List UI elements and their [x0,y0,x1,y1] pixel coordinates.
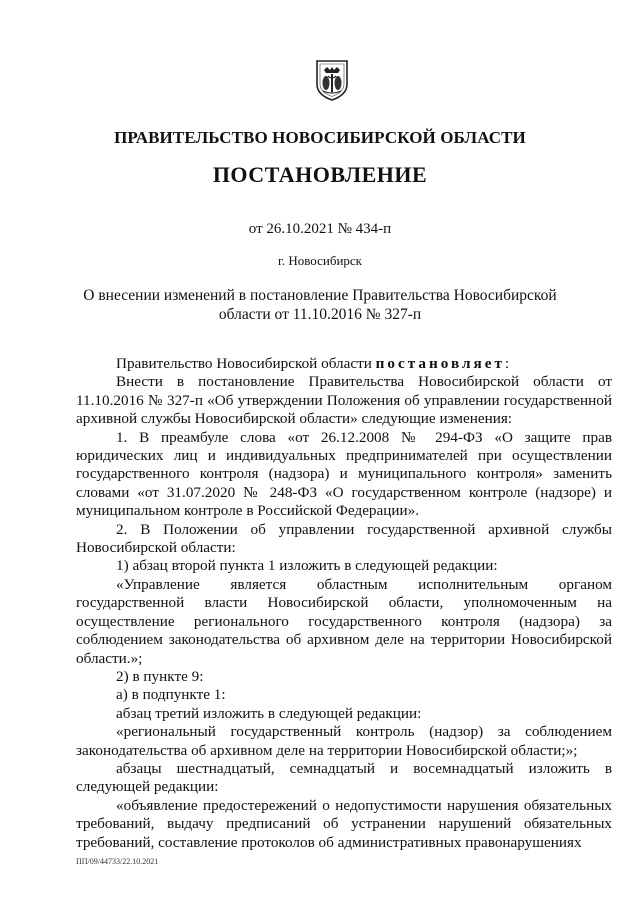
paragraph-10: абзацы шестнадцатый, семнадцатый и восемнадцатый изложить в следующей редакции: [76,759,612,796]
organization-name: ПРАВИТЕЛЬСТВО НОВОСИБИРСКОЙ ОБЛАСТИ [114,128,526,147]
document-body [76,355,612,852]
paragraph-3: 2. В Положении об управлении государственной архивной службы Новосибирской области: [76,520,612,557]
intro-paragraph [76,355,612,373]
paragraph-4: 1) абзац второй пункта 1 изложить в следующей редакции: [116,557,498,575]
intro-prefix: Правительство Новосибирской области [116,355,376,372]
coat-of-arms-icon [314,58,350,102]
intro-suffix: : [504,355,510,372]
paragraph-1: Внести в постановление Правительства Новосибирской области от 11.10.2016 № 327-п «Об утверждении Положения об управлении государственной архивной службы Новосибирской области» следующие изменения: [76,373,612,428]
paragraph-7: а) в подпункте 1: [116,686,226,704]
paragraph-6: 2) в пункте 9: [116,667,204,685]
date-number: от 26.10.2021 № 434-п [248,221,392,237]
paragraph-8: абзац третий изложить в следующей редакции: [116,704,422,722]
footer-code: ПП/09/44733/22.10.2021 [76,857,159,866]
city: г. Новосибирск [277,253,362,268]
paragraph-2: 1. В преамбуле слова «от 26.12.2008 № 294-ФЗ «О защите прав юридических лиц и индивидуальных предпринимателей при осуществлении государственного контроля (надзора) и муниципального контроля» заменить словами «от 31.07.2020 № 248-ФЗ «О государственном контроле (надзоре) и муниципальном контроле в Российской Федерации». [76,428,612,520]
paragraph-5: «Управление является областным исполнительным органом государственной власти Новосибирской области, уполномоченным на осуществление регионального государственного контроля (надзора) за соблюдением законодательства об архивном деле на территории Новосибирской области.»; [76,575,612,667]
paragraph-11: «объявление предостережений о недопустимости нарушения обязательных требований, выдачу предписаний об устранении нарушений обязательных требований, составление протоколов об административных правонарушениях [76,796,612,851]
decree-word: постановляет [375,355,505,372]
paragraph-9: «региональный государственный контроль (надзор) за соблюдением законодательства об архивном деле на территории Новосибирской области;»; [76,723,612,759]
document-subject: О внесении изменений в постановление Правительства Новосибирской области от 11.10.2016 № 327-п [83,287,557,323]
document-type: ПОСТАНОВЛЕНИЕ [212,162,428,187]
